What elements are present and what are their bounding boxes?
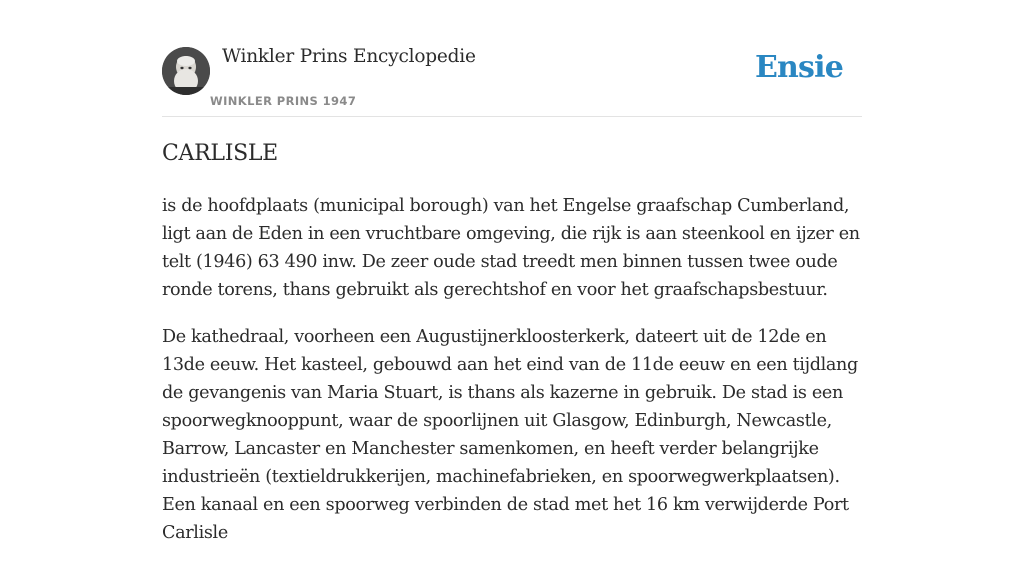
publication-subtitle[interactable]: WINKLER PRINS 1947 xyxy=(210,94,357,108)
article-paragraph-1: is de hoofdplaats (municipal borough) van het Engelse graafschap Cumberland, ligt aan de Eden in een vruchtbare omgeving, die rijk is aan steenkool en ijzer en telt (1946) 63 490 inw. De zeer oude stad treedt men binnen tussen twee oude ronde torens, thans gebruikt als gerechtshof en voor het graafschapsbestuur. xyxy=(162,196,860,300)
site-header xyxy=(162,0,862,117)
portrait-photo-icon xyxy=(162,47,210,95)
page xyxy=(162,0,862,543)
article-paragraph-2: De kathedraal, voorheen een Augustijnerkloosterkerk, dateert uit de 12de en 13de eeuw. Het kasteel, gebouwd aan het eind van de 11de eeuw en een tijdlang de gevangenis van Maria Stuart, is thans als kazerne in gebruik. De stad is een spoorwegknooppunt, waar de spoorlijnen uit Glasgow, Edinburgh, Newcastle, Barrow, Lancaster en Manchester samenkomen, en heeft verder belangrijke industrieën (textieldrukkerijen, machinefabrieken, en spoorwegwerkplaatsen). Een kanaal en een spoorweg verbinden de stad met het 16 km verwijderde Port Carlisle xyxy=(162,327,858,543)
brand-logo[interactable]: Ensie xyxy=(754,50,843,85)
avatar[interactable] xyxy=(162,47,210,95)
site-title[interactable]: Winkler Prins Encyclopedie xyxy=(222,46,476,67)
article-body xyxy=(162,192,864,566)
article-title: CARLISLE xyxy=(162,141,278,166)
